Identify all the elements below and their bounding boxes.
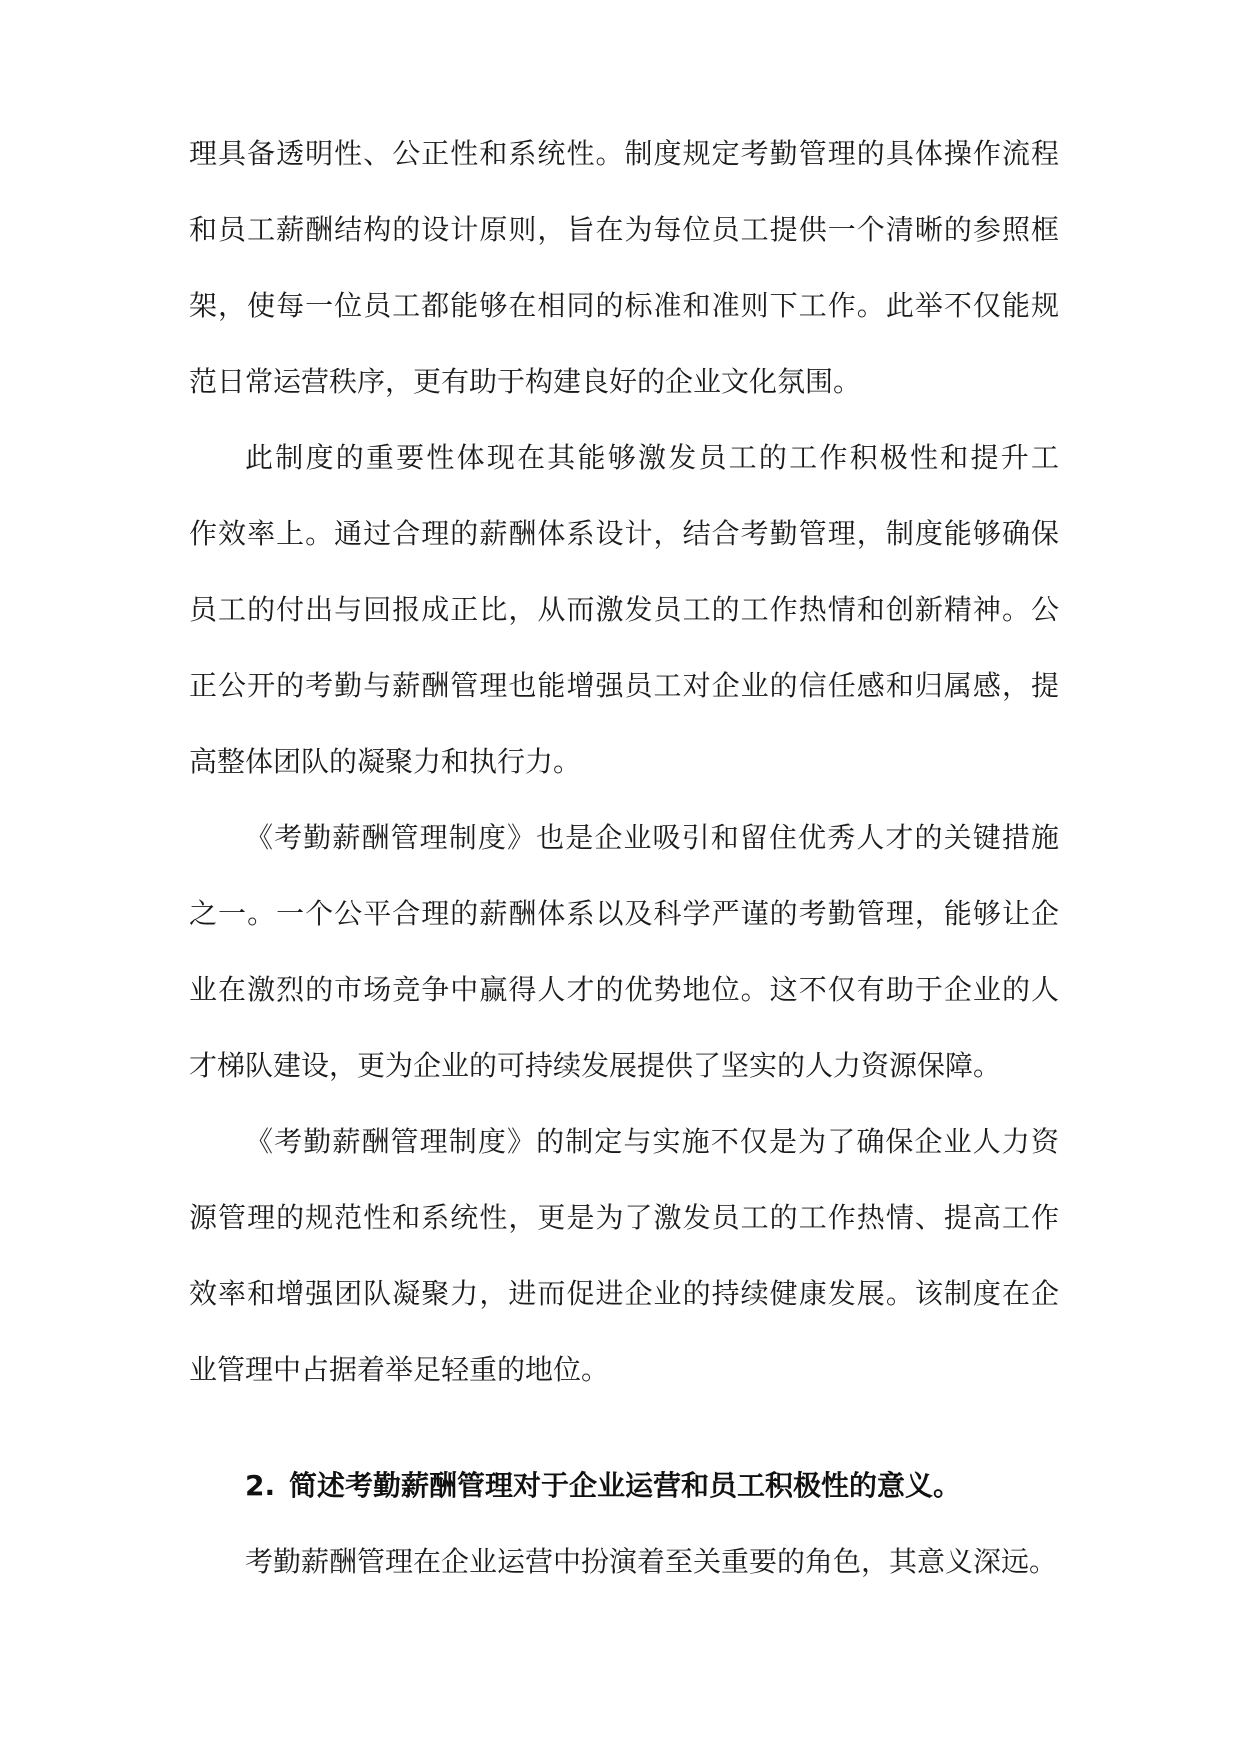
paragraph-2-line-4: 正公开的考勤与薪酬管理也能增强员工对企业的信任感和归属感，提 — [189, 669, 1059, 702]
paragraph-1-line-4: 范日常运营秩序，更有助于构建良好的企业文化氛围。 — [189, 365, 862, 398]
paragraph-1-line-1: 理具备透明性、公正性和系统性。制度规定考勤管理的具体操作流程 — [189, 137, 1059, 170]
paragraph-2-line-1: 此制度的重要性体现在其能够激发员工的工作积极性和提升工 — [245, 441, 1059, 474]
paragraph-2-line-2: 作效率上。通过合理的薪酬体系设计，结合考勤管理，制度能够确保 — [189, 517, 1059, 550]
paragraph-3-line-1: 《考勤薪酬管理制度》也是企业吸引和留住优秀人才的关键措施 — [245, 821, 1059, 854]
paragraph-4-line-4: 业管理中占据着举足轻重的地位。 — [189, 1353, 610, 1386]
paragraph-1-line-2: 和员工薪酬结构的设计原则，旨在为每位员工提供一个清晰的参照框 — [189, 213, 1059, 246]
paragraph-3-line-4: 才梯队建设，更为企业的可持续发展提供了坚实的人力资源保障。 — [189, 1049, 1002, 1082]
paragraph-2-line-5: 高整体团队的凝聚力和执行力。 — [189, 745, 582, 778]
final-paragraph-line-1: 考勤薪酬管理在企业运营中扮演着至关重要的角色，其意义深远。 — [245, 1545, 1058, 1578]
paragraph-3-line-3: 业在激烈的市场竞争中赢得人才的优势地位。这不仅有助于企业的人 — [189, 973, 1059, 1006]
paragraph-3-line-2: 之一。一个公平合理的薪酬体系以及科学严谨的考勤管理，能够让企 — [189, 897, 1059, 930]
section-heading — [245, 1466, 961, 1506]
paragraph-1-line-3: 架，使每一位员工都能够在相同的标准和准则下工作。此举不仅能规 — [189, 289, 1059, 322]
section-heading-text: 简述考勤薪酬管理对于企业运营和员工积极性的意义。 — [289, 1469, 962, 1502]
paragraph-2-line-3: 员工的付出与回报成正比，从而激发员工的工作热情和创新精神。公 — [189, 593, 1059, 626]
section-heading-number: 2. — [245, 1469, 276, 1502]
paragraph-4-line-2: 源管理的规范性和系统性，更是为了激发员工的工作热情、提高工作 — [189, 1201, 1059, 1234]
paragraph-4-line-3: 效率和增强团队凝聚力，进而促进企业的持续健康发展。该制度在企 — [189, 1277, 1059, 1310]
paragraph-4-line-1: 《考勤薪酬管理制度》的制定与实施不仅是为了确保企业人力资 — [245, 1125, 1059, 1158]
